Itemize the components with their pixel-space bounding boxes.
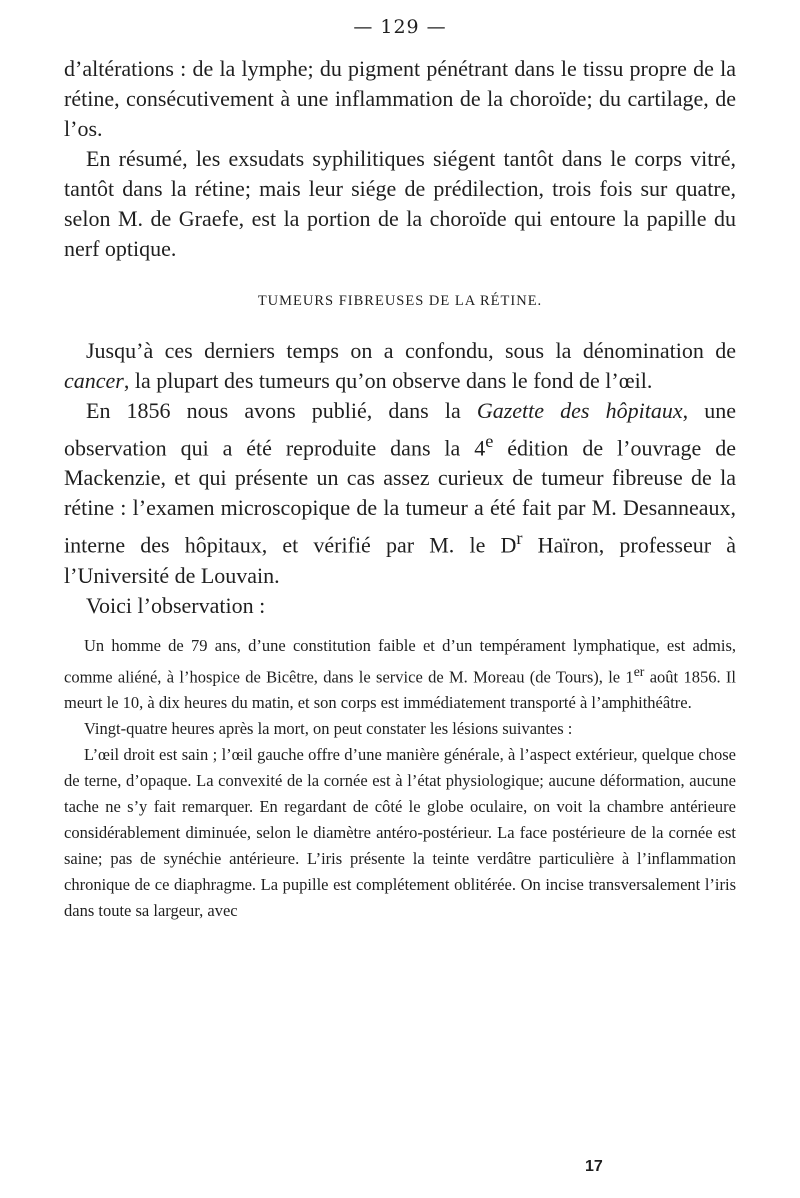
signature-mark: 17: [585, 1158, 603, 1175]
emphasis-cancer: cancer: [64, 368, 124, 393]
section-heading: TUMEURS FIBREUSES DE LA RÉTINE.: [257, 293, 543, 309]
observation-paragraph-2: Vingt-quatre heures après la mort, on peut constater les lésions suivantes :: [84, 719, 573, 739]
main-text: [64, 54, 736, 924]
paragraph-publication: En 1856 nous avons publié, dans la Gazette des hôpitaux, une observation qui a été reproduite dans la 4e édition de l’ouvrage de Mackenzie, et qui présente un cas assez curieux de tumeur fibreuse de la rétine : l’examen microscopique de la tumeur a été fait par M. Desanneaux, interne des hôpitaux, et vérifié par M. le $D^r$ Haïron, professeur à l’Université de Louvain.: [64, 398, 736, 588]
paragraph-continuation: d’altérations : de la lymphe; du pigment pénétrant dans le tissu propre de la rétine, consécutivement à une inflammation de la choroïde; du cartilage, de l’os.: [64, 56, 736, 141]
observation-paragraph-1: Un homme de 79 ans, d’une constitution faible et d’un tempérament lymphatique, est admis, comme aliéné, à l’hospice de Bicêtre, dans le service de M. Moreau (de Tours), le 1er août 1856. Il meurt le 10, à dix heures du matin, et son corps est immédiatement transporté à l’amphithéâtre.: [64, 635, 736, 713]
page-number: — 129 —: [353, 16, 447, 38]
paragraph-summary: En résumé, les exsudats syphilitiques siégent tantôt dans le corps vitré, tantôt dans la rétine; mais leur siége de prédilection, trois fois sur quatre, selon M. de Graefe, est la portion de la choroïde qui entoure la papille du nerf optique.: [64, 146, 736, 261]
paragraph-intro-observation: Voici l’observation :: [86, 592, 266, 618]
observation-block: [64, 633, 736, 925]
emphasis-gazette: Gazette des hôpitaux: [476, 398, 683, 423]
paragraph-cancer: Jusqu’à ces derniers temps on a confondu, sous la dénomination de cancer, la plupart des tumeurs qu’on observe dans le fond de l’œil.: [64, 338, 736, 393]
observation-paragraph-3: L’œil droit est sain ; l’œil gauche offre d’une manière générale, à l’aspect extérieur, quelque chose de terne, d’opaque. La convexité de la cornée est à l’état physiologique; aucune déformation, aucune tache ne s’y fait remarquer. En regardant de côté le globe oculaire, on voit la chambre antérieure considérablement diminuée, selon le diamètre antéro-postérieur. La face postérieure de la cornée est saine; pas de synéchie antérieure. L’iris présente la teinte verdâtre particulière à l’inflammation chronique de ce diaphragme. La pupille est complétement oblitérée. On incise transversalement l’iris dans toute sa largeur, avec: [64, 745, 736, 921]
